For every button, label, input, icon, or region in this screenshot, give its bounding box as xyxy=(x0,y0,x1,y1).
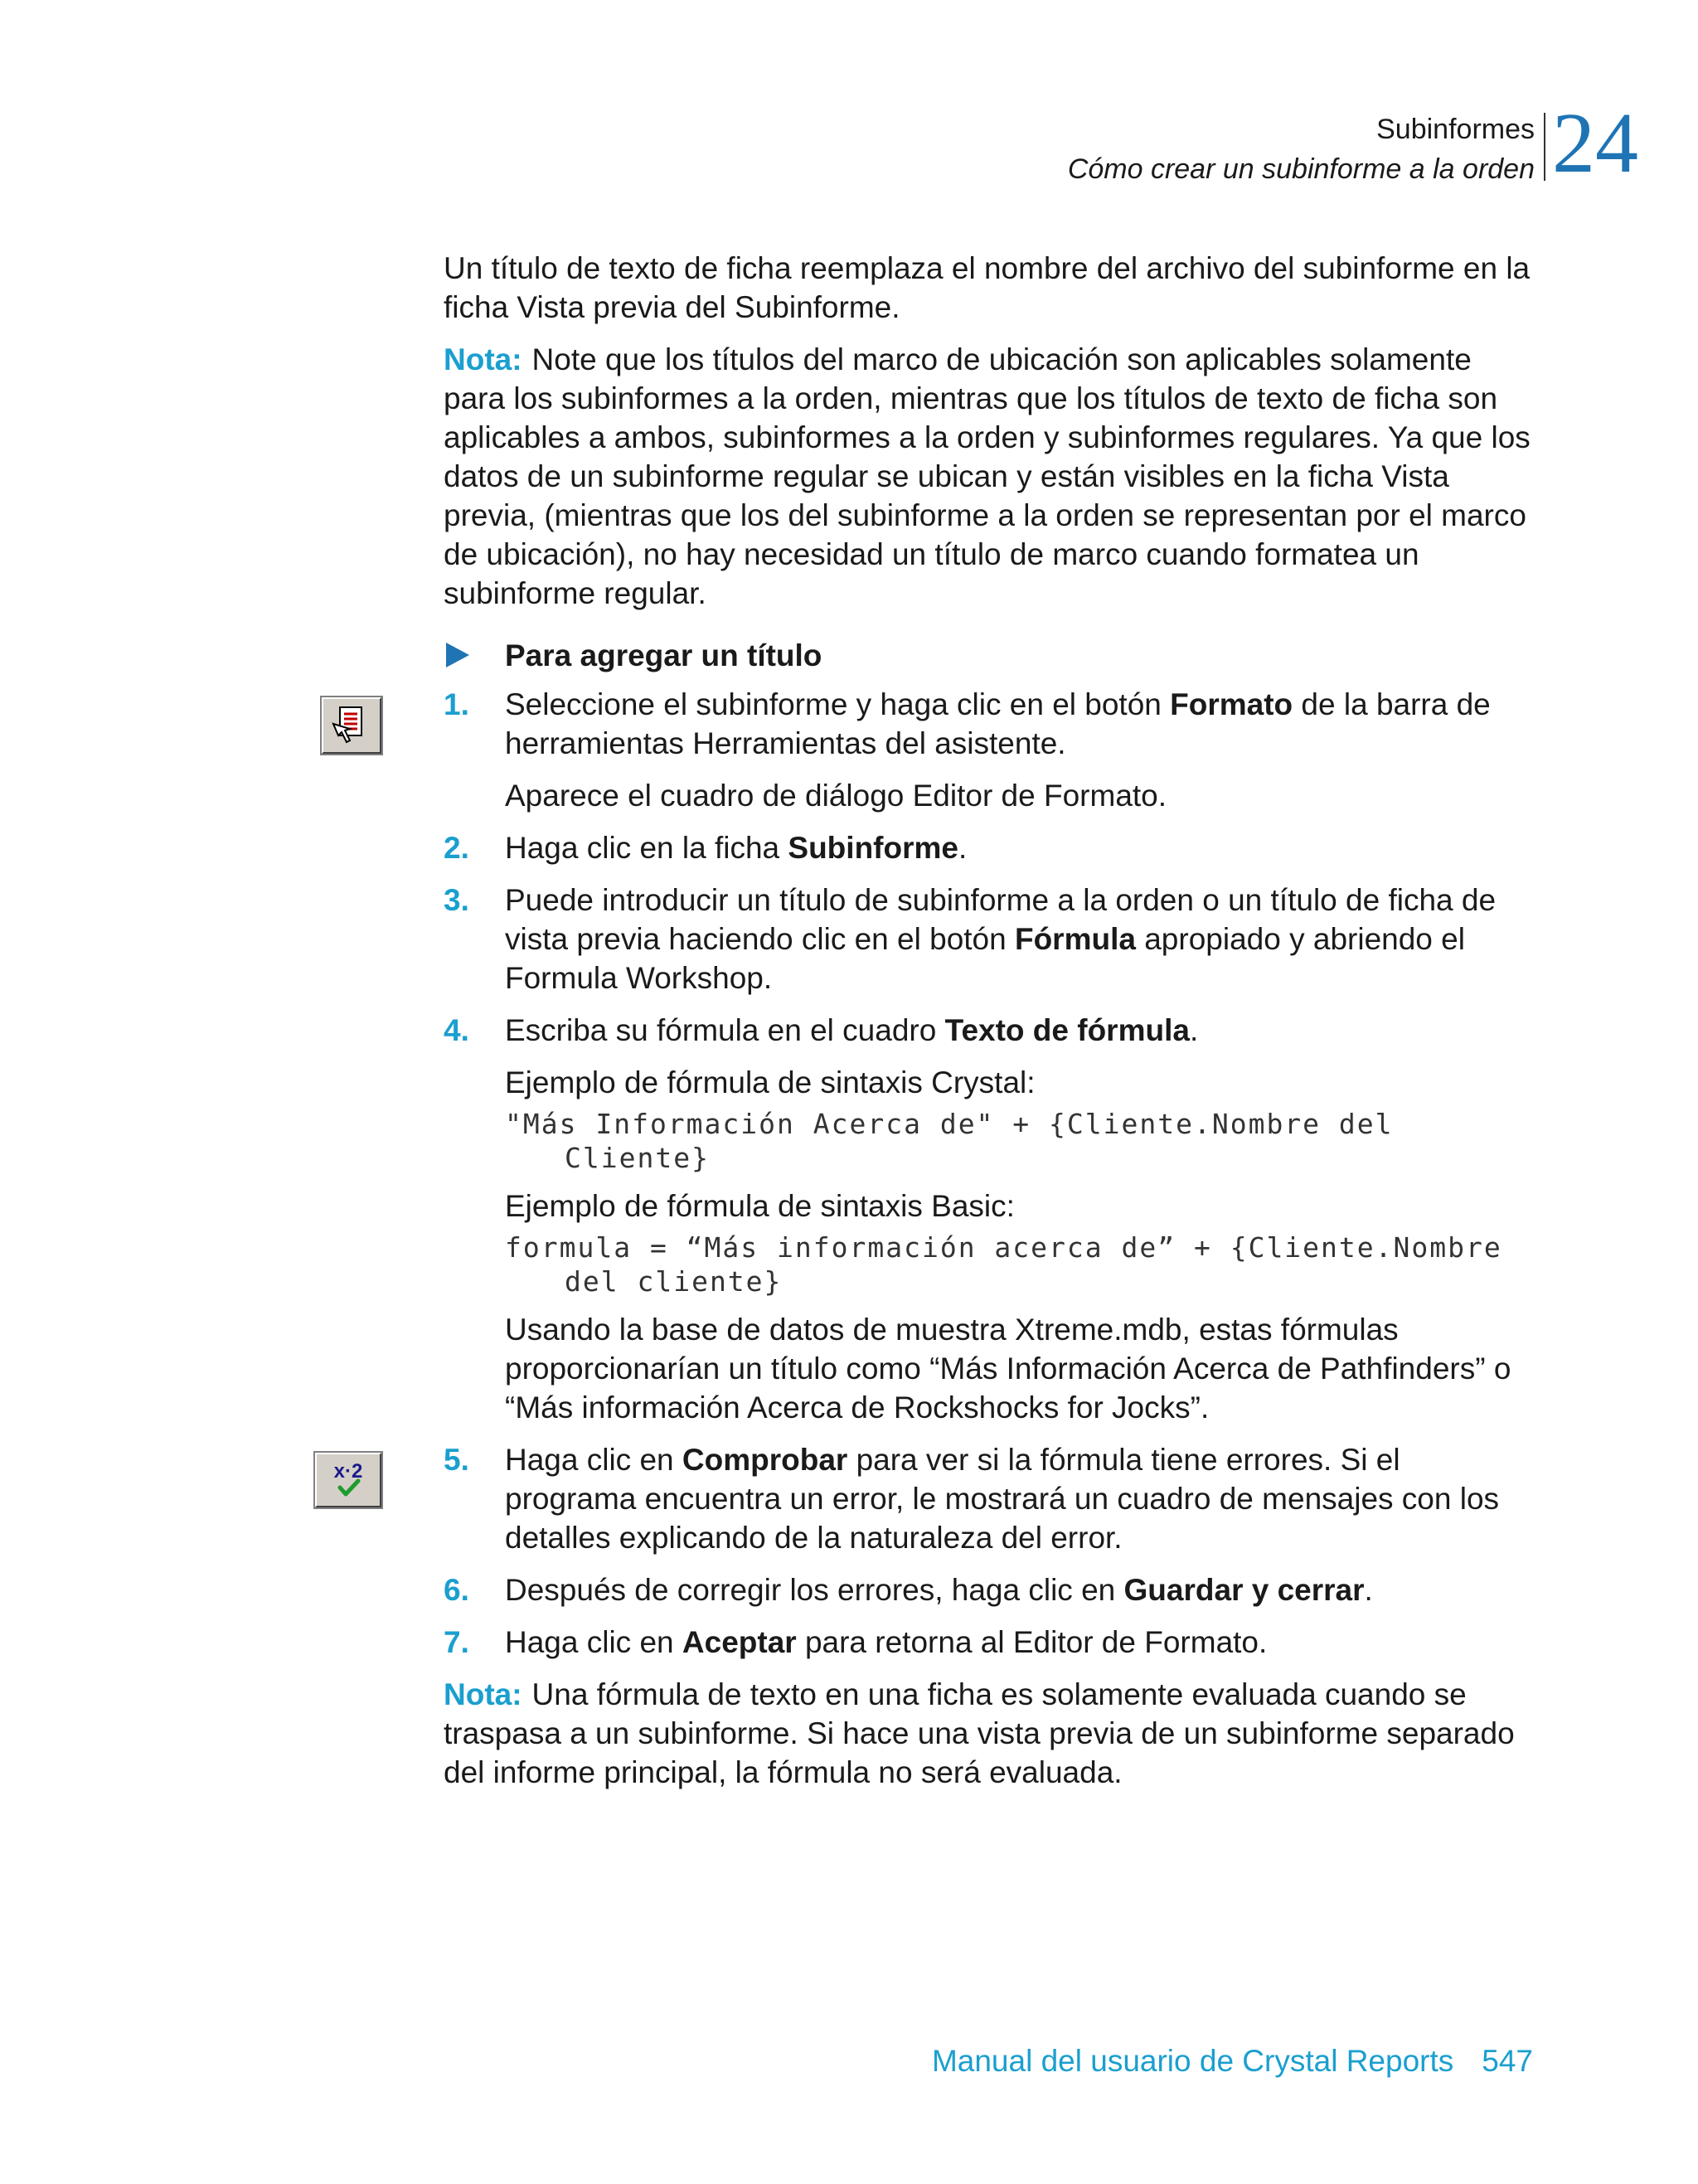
step-number: 4. xyxy=(444,1013,469,1047)
footer-title: Manual del usuario de Crystal Reports xyxy=(931,2044,1454,2078)
step-emphasis: Guardar y cerrar xyxy=(1123,1573,1365,1607)
page-footer xyxy=(932,2041,1533,2080)
procedure-heading xyxy=(444,636,1538,675)
step-text: Haga clic en xyxy=(505,1443,682,1477)
basic-example-label: Ejemplo de fórmula de sintaxis Basic: xyxy=(505,1189,1015,1223)
check-icon-text: x·2 xyxy=(333,1460,363,1483)
header-divider xyxy=(1544,113,1545,181)
step-text-end: para ver si la fórmula tiene errores. Si el programa encuentra un error, le mostrará un cuadro de mensajes con los detalles explicando de la naturaleza del error. xyxy=(505,1443,1500,1555)
note-label: Nota: xyxy=(444,1677,522,1711)
format-document-icon xyxy=(323,699,380,752)
header-subsection: Cómo crear un subinforme a la orden xyxy=(1067,153,1535,185)
step-text-end: . xyxy=(1189,1013,1199,1047)
step-text: Seleccione el subinforme y haga clic en el botón xyxy=(505,687,1171,721)
step-text: Puede introducir un título de subinforme a la orden o un título de ficha de vista previa haciendo clic en el botón xyxy=(505,883,1497,956)
check-formula-icon xyxy=(317,1454,380,1506)
sample-database-paragraph: Usando la base de datos de muestra Xtreme.mdb, estas fórmulas proporcionarían un título como “Más Información Acerca de Pathfinders” o “Más información Acerca de Rockshocks for Jocks”. xyxy=(505,1313,1511,1424)
step-text-end: para retorna al Editor de Formato. xyxy=(796,1625,1268,1659)
note-text: Una fórmula de texto en una ficha es solamente evaluada cuando se traspasa a un subinforme. Si hace una vista previa de un subinforme separado del informe principal, la fórmula no será evaluada. xyxy=(444,1677,1515,1789)
step-emphasis: Fórmula xyxy=(1014,922,1136,956)
step-emphasis: Subinforme xyxy=(788,831,958,865)
basic-code-sample: formula = “Más información acerca de” + {Cliente.Nombre del cliente} xyxy=(505,1231,1502,1298)
step-number: 6. xyxy=(444,1573,469,1607)
step-1-result: Aparece el cuadro de diálogo Editor de Formato. xyxy=(505,779,1167,813)
step-number: 5. xyxy=(444,1443,469,1477)
step-text-end: . xyxy=(958,831,968,865)
step-text-end: . xyxy=(1364,1573,1373,1607)
running-header xyxy=(1068,109,1535,189)
step-number: 7. xyxy=(444,1625,469,1659)
step-number: 1. xyxy=(444,687,469,721)
crystal-example-label: Ejemplo de fórmula de sintaxis Crystal: xyxy=(505,1065,1036,1099)
step-emphasis: Texto de fórmula xyxy=(944,1013,1190,1047)
page-number: 547 xyxy=(1482,2044,1533,2078)
step-emphasis: Aceptar xyxy=(682,1625,797,1659)
step-emphasis: Formato xyxy=(1170,687,1293,721)
format-button-icon xyxy=(322,697,381,754)
step-4 xyxy=(444,1011,1538,1050)
step-3 xyxy=(444,881,1538,997)
step-1 xyxy=(444,685,1538,763)
intro-paragraph: Un título de texto de ficha reemplaza el nombre del archivo del subinforme en la ficha Vista previa del Subinforme. xyxy=(444,251,1531,324)
crystal-code-sample: "Más Información Acerca de" + {Cliente.Nombre del Cliente} xyxy=(505,1108,1394,1174)
step-5 xyxy=(444,1440,1538,1557)
step-text-end: de la barra de herramientas Herramientas del asistente. xyxy=(505,687,1491,760)
step-text: Después de corregir los errores, haga clic en xyxy=(505,1573,1124,1607)
step-2 xyxy=(444,828,1538,867)
note-paragraph xyxy=(444,340,1538,613)
step-text: Escriba su fórmula en el cuadro xyxy=(505,1013,945,1047)
chapter-number: 24 xyxy=(1552,95,1638,191)
body-content xyxy=(444,249,1538,1805)
step-number: 2. xyxy=(444,831,469,865)
procedure-title: Para agregar un título xyxy=(505,638,822,672)
note-paragraph-2 xyxy=(444,1675,1538,1792)
procedure-arrow-icon xyxy=(446,643,469,667)
header-section: Subinformes xyxy=(1376,114,1535,145)
step-text: Haga clic en xyxy=(505,1625,682,1659)
note-text: Note que los títulos del marco de ubicación son aplicables solamente para los subinformes a la orden, mientras que los títulos de texto de ficha son aplicables a ambos, subinformes a la orden y subinformes regulares. Ya que los datos de un subinforme regular se ubican y están visibles en la ficha Vista previa, (mientras que los del subinforme a la orden se representan por el marco de ubicación), no hay necesidad un título de marco cuando formatea un subinforme regular. xyxy=(444,342,1531,610)
check-formula-button-icon xyxy=(315,1453,381,1507)
step-emphasis: Comprobar xyxy=(682,1443,848,1477)
note-label: Nota: xyxy=(444,342,522,376)
step-text: Haga clic en la ficha xyxy=(505,831,788,865)
step-6 xyxy=(444,1570,1538,1609)
step-7 xyxy=(444,1623,1538,1662)
step-number: 3. xyxy=(444,883,469,917)
step-text-end: apropiado y abriendo el Formula Workshop. xyxy=(505,922,1465,995)
